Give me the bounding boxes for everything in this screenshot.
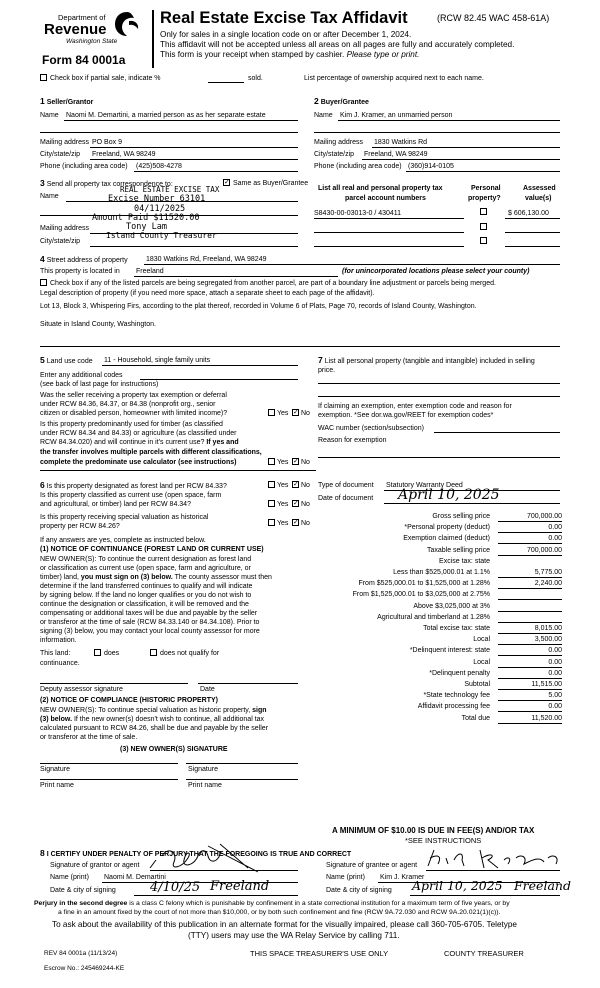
minimum-fee-note: A MINIMUM OF $10.00 IS DUE IN FEE(S) AND/OR TAX	[332, 826, 535, 835]
calc-row-label: Above $3,025,000 at 3%	[413, 602, 490, 610]
buyer-phone-label: Phone (including area code)	[314, 163, 402, 170]
agency-line3: Washington State	[66, 38, 118, 45]
personal-property-line-1	[318, 383, 560, 384]
form-number: Form 84 0001a	[42, 53, 126, 67]
timber-no-checkbox[interactable]	[292, 458, 299, 465]
calc-row-label: Local	[473, 658, 490, 666]
buyer-phone-line	[406, 171, 560, 172]
deputy-signature-label: Deputy assessor signature	[40, 686, 123, 693]
buyer-mailing-line	[372, 147, 560, 148]
parcel-list-heading2: parcel account numbers	[345, 195, 426, 202]
buyer-mailing-value[interactable]: 1830 Watkins Rd	[374, 139, 428, 146]
buyer-name-label: Name	[314, 112, 333, 119]
forest-yes-checkbox[interactable]	[268, 481, 275, 488]
calc-row-line	[498, 622, 562, 623]
seller-name-value[interactable]: Naomi M. Demartini, a married person as as her separate estate	[66, 112, 266, 119]
send-name-label: Name	[40, 193, 59, 200]
dor-logo	[38, 10, 148, 50]
exemption-yes-checkbox[interactable]	[268, 409, 275, 416]
buyer-heading: 2 Buyer/Grantee	[314, 96, 369, 106]
personal-property-checkbox-2[interactable]	[480, 223, 487, 230]
no-label: No	[301, 459, 310, 466]
form-revision: REV 84 0001a (11/13/24)	[44, 950, 118, 957]
current-use-no-checkbox[interactable]	[292, 500, 299, 507]
calc-row-line	[498, 678, 562, 679]
seller-city-label: City/state/zip	[40, 151, 81, 158]
exemption-q-line: under RCW 84.36, 84.37, or 84.38 (nonprofit org., senior	[40, 401, 216, 408]
located-line	[134, 276, 338, 277]
parcel-line-2	[314, 232, 464, 233]
stamp-line: Tony Lam	[126, 222, 167, 232]
calc-row-label: *Personal property (deduct)	[404, 524, 490, 532]
calc-row-label: Taxable selling price	[426, 546, 490, 554]
buyer-name-line	[338, 120, 560, 121]
calc-row-line	[498, 555, 562, 556]
stamp-line: REAL ESTATE EXCISE TAX	[120, 185, 220, 194]
property-address[interactable]: 1830 Watkins Rd, Freeland, WA 98249	[146, 256, 267, 263]
historic-q: property per RCW 84.26?	[40, 523, 120, 530]
doc-date-handwritten[interactable]: April 10, 2025	[398, 487, 500, 503]
form-rcw: (RCW 82.45 WAC 458-61A)	[437, 13, 550, 23]
timber-q-line: complete the predominate use calculator (see instructions)	[40, 459, 237, 466]
owner-print-line-2	[186, 779, 298, 780]
doc-date-line	[384, 503, 560, 504]
partial-sale-sold: sold.	[248, 75, 263, 82]
does-not-label: does not qualify for	[160, 650, 220, 657]
section7-heading: 7 List all personal property (tangible and intangible) included in selling	[318, 355, 535, 365]
treasurer-use-label: THIS SPACE TREASURER'S USE ONLY	[250, 949, 389, 958]
grantee-signature-label: Signature of grantee or agent	[326, 862, 418, 869]
yes-label: Yes	[277, 520, 289, 527]
grantee-name-label: Name (print)	[326, 874, 365, 881]
grantor-signature	[148, 842, 268, 874]
seller-mailing-value[interactable]: PO Box 9	[92, 139, 122, 146]
calc-row-value[interactable]: 0.00	[548, 535, 562, 543]
timber-q-line: the transfer involves multiple parcels with different classifications,	[40, 449, 262, 456]
section3-heading: 3 Send all property tax correspondence to:	[40, 178, 173, 188]
buyer-city-label: City/state/zip	[314, 151, 355, 158]
form-title: Real Estate Excise Tax Affidavit	[160, 9, 408, 27]
calc-row-line	[498, 577, 562, 578]
no-label: No	[301, 482, 310, 489]
continuance-label: continuance.	[40, 660, 80, 667]
notice1-line: signing (3) below, you may contact your local county assessor for more	[40, 628, 260, 635]
additional-codes-line	[140, 379, 298, 380]
owner-signature-line-1	[40, 763, 178, 764]
calc-row-label: *State technology fee	[423, 692, 490, 700]
doc-date-label: Date of document	[318, 495, 374, 502]
calc-row-label: Gross selling price	[432, 513, 490, 520]
assessed-line-2	[505, 232, 560, 233]
seller-mailing-line	[90, 147, 298, 148]
located-value[interactable]: Freeland	[136, 268, 164, 275]
yes-label: Yes	[277, 459, 289, 466]
escrow-number: Escrow No.: 245469244-KE	[44, 965, 125, 972]
partial-sale-label: Check box if partial sale, indicate %	[50, 75, 161, 82]
buyer-mailing-label: Mailing address	[314, 139, 364, 146]
no-label: No	[301, 501, 310, 508]
print-name-label-1: Print name	[40, 782, 74, 789]
timber-q-line: under RCW 84.34 and 84.33) or agriculture (as classified under	[40, 430, 237, 437]
partial-sale-checkbox[interactable]	[40, 74, 47, 81]
current-use-q: Is this property classified as current use (open space, farm	[40, 492, 222, 499]
wac-line	[434, 432, 560, 433]
calc-row-value[interactable]: 5,775.00	[534, 569, 562, 576]
calc-row-label: Total excise tax: state	[423, 625, 490, 632]
grantor-name-value[interactable]: Naomi M. Demartini	[104, 874, 166, 881]
seller-mailing-label: Mailing address	[40, 139, 90, 146]
located-label: This property is located in	[40, 268, 120, 275]
notice1-line: or transferor at the time of sale (RCW 84.33.140 or 84.34.108). Prior to	[40, 619, 260, 626]
grantee-date-line	[410, 895, 560, 896]
calc-row-value[interactable]: 8,015.00	[534, 625, 562, 632]
segregated-checkbox[interactable]	[40, 279, 47, 286]
grantee-date-label: Date & city of signing	[326, 887, 392, 894]
land-use-code[interactable]: 11 - Household, single family units	[104, 357, 211, 364]
signature-label-1: Signature	[40, 766, 70, 773]
parcel-line-3	[314, 246, 464, 247]
historic-q: Is this property receiving special valuation as historical	[40, 514, 209, 521]
personal-heading: Personal	[471, 185, 501, 192]
calc-row-line	[498, 689, 562, 690]
grantor-date-handwritten[interactable]: 4/10/25	[150, 880, 201, 895]
calc-row-label: Subtotal	[464, 681, 490, 688]
grantor-date-line	[134, 895, 298, 896]
section7-heading2: price.	[318, 367, 336, 374]
buyer-name-value[interactable]: Kim J. Kramer, an unmarried person	[340, 112, 453, 119]
notice1-line: information.	[40, 637, 77, 644]
header-divider	[152, 10, 154, 68]
notice2-line: or transferor at the time of sale.	[40, 734, 138, 741]
stamp-line: 04/11/2025	[134, 204, 186, 214]
parcel-number-1[interactable]: S8430-00-03013-0 / 430411	[314, 210, 402, 217]
owner-signature-line-2	[186, 763, 298, 764]
legal-description-1[interactable]: Lot 13, Block 3, Whispering Firs, according to the plat thereof, recorded in Volume 6 of Plats, Page 70, records of Island County, Washington.	[40, 303, 477, 310]
alt-format-line-2: (TTY) users may use the WA Relay Service by calling 711.	[188, 931, 400, 940]
current-use-yes-checkbox[interactable]	[268, 500, 275, 507]
personal-property-checkbox-3[interactable]	[480, 237, 487, 244]
calc-row-label: Total due	[461, 714, 490, 722]
exemption-no-checkbox[interactable]	[292, 409, 299, 416]
grantor-signature-label: Signature of grantor or agent	[50, 862, 140, 869]
agency-line1: Department of	[58, 13, 106, 22]
does-label: does	[104, 650, 120, 657]
timber-yes-checkbox[interactable]	[268, 458, 275, 465]
calc-row-label: Agricultural and timberland at 1.28%	[377, 613, 490, 621]
calc-row-value[interactable]: 11,515.00	[531, 681, 562, 688]
print-name-label-2: Print name	[188, 782, 222, 789]
personal-property-checkbox-1[interactable]	[480, 208, 487, 215]
notice1-line: or classification as current use (open space, farm and agriculture, or	[40, 565, 251, 572]
header-note2: This affidavit will not be accepted unless all areas on all pages are fully and accurately completed.	[160, 40, 515, 49]
calc-row-label: Affidavit processing fee	[417, 703, 490, 711]
notice1-line: NEW OWNER(S): To continue the current designation as forest land	[40, 556, 252, 563]
perjury-line-2: a fine in an amount fixed by the court of not more than $10,000, or by both such confinement and fine (RCW 9A.72.030 and RCW 9A.20.021(1)(c)).	[58, 909, 501, 916]
send-name-line	[66, 201, 298, 202]
calc-row-value[interactable]: 700,000.00	[526, 513, 562, 520]
grantee-city-handwritten[interactable]: Freeland	[514, 878, 571, 893]
notice2-heading: (2) NOTICE OF COMPLIANCE (HISTORIC PROPERTY)	[40, 697, 218, 704]
seller-city-line	[90, 159, 298, 160]
calc-row-label: Less than $525,000.01 at 1.1%	[393, 569, 490, 576]
no-label: No	[301, 520, 310, 527]
calc-row-value[interactable]: 2,240.00	[534, 580, 562, 588]
calc-row-label: Excise tax: state	[439, 557, 490, 565]
reason-line	[318, 457, 560, 458]
calc-row-line	[498, 644, 562, 645]
calc-row-value[interactable]: 0.00	[548, 524, 562, 532]
doc-type-label: Type of document	[318, 482, 374, 489]
header-note1: Only for sales in a single location code on or after December 1, 2024.	[160, 30, 412, 39]
exemption-q-line: citizen or disabled person, homeowner with limited income)?	[40, 410, 228, 417]
alt-format-line-1: To ask about the availability of this publication in an alternate format for the visually impaired, please call 360-705-6705. Teletype	[52, 920, 517, 929]
timber-q-line: Is this property predominantly used for timber (as classified	[40, 421, 223, 428]
section4-heading: 4 Street address of property	[40, 254, 128, 264]
assessed-heading: Assessed	[523, 185, 556, 192]
grantor-city-handwritten[interactable]: Freeland	[210, 879, 270, 894]
wac-label: WAC number (section/subsection)	[318, 425, 424, 432]
calc-row-label: From $1,525,000.01 to $3,025,000 at 2.75%	[352, 591, 490, 599]
send-mailing-line	[90, 233, 298, 234]
exemption-q-line: Was the seller receiving a property tax exemption or deferral	[40, 392, 227, 399]
calc-row-label: *Delinquent interest: state	[409, 647, 490, 655]
grantee-name-value[interactable]: Kim J. Kramer	[380, 874, 425, 881]
section5-heading: 5 Land use code	[40, 355, 93, 365]
grantor-date-label: Date & city of signing	[50, 887, 116, 894]
personal-heading2: property?	[468, 195, 501, 202]
certify-heading: 8 I CERTIFY UNDER PENALTY OF PERJURY THAT THE FOREGOING IS TRUE AND CORRECT	[40, 848, 352, 858]
notice2-line: NEW OWNER(S): To continue special valuation as historic property, sign	[40, 707, 267, 714]
calc-row-line	[498, 543, 562, 544]
exemption-claim-label: If claiming an exemption, enter exemption code and reason for	[318, 403, 512, 410]
grantee-signature	[424, 846, 564, 872]
stamp-line: Excise Number 63101	[108, 194, 206, 204]
buyer-name-line2	[314, 132, 560, 133]
notice1-line: by signing below. If the land no longer qualifies or you do not wish to	[40, 592, 252, 599]
agency-line2: Revenue	[44, 21, 107, 38]
same-as-buyer-checkbox[interactable]	[223, 179, 230, 186]
calc-row-value[interactable]: 11,520.00	[531, 714, 562, 722]
send-name-line2	[40, 215, 298, 216]
section5-divider	[40, 470, 316, 471]
timber-q-line: RCW 84.34.020) and will continue in it's current use? If yes and	[40, 439, 239, 446]
calc-row-line	[498, 700, 562, 701]
perjury-line-1: Perjury in the second degree is a class C felony which is punishable by confinement in a state correctional institution for a maximum term of five years, or by	[34, 900, 510, 907]
seller-phone-line	[134, 171, 298, 172]
calc-row-line	[498, 599, 562, 600]
deputy-line	[40, 683, 188, 684]
section4-bottom-line	[40, 346, 560, 347]
no-label: No	[301, 410, 310, 417]
seller-name-line2	[40, 132, 298, 133]
buyer-phone-value[interactable]: (360)914-0105	[408, 163, 454, 170]
calc-row-line	[498, 611, 562, 612]
calc-row-label: Local	[473, 636, 490, 644]
calc-row-label: *Delinquent penalty	[429, 669, 490, 677]
yes-label: Yes	[277, 410, 289, 417]
legal-description-label: Legal description of property (if you need more space, attach a separate sheet to each page of the affidavit).	[40, 290, 375, 297]
parcel-list-heading: List all real and personal property tax	[318, 185, 443, 192]
land-use-line	[102, 365, 298, 366]
calc-row-line	[498, 723, 562, 724]
this-land-label: This land:	[40, 650, 71, 657]
additional-codes-label: Enter any additional codes	[40, 372, 123, 379]
calc-row-value[interactable]: 5.00	[548, 692, 562, 700]
assessed-value-1[interactable]: $ 606,130.00	[508, 210, 549, 217]
notice1-line: compensating or additional taxes will be due and payable by the seller	[40, 610, 258, 617]
historic-no-checkbox[interactable]	[292, 519, 299, 526]
seller-name-line	[64, 120, 298, 121]
calc-row-value[interactable]: 700,000.00	[526, 546, 562, 554]
notice1-heading: (1) NOTICE OF CONTINUANCE (FOREST LAND OR CURRENT USE)	[40, 546, 264, 553]
seller-name-label: Name	[40, 112, 59, 119]
calc-row-value[interactable]: 0.00	[548, 669, 562, 677]
notice1-line: determine if the land transferred continues to qualify and will indicate	[40, 583, 253, 590]
calc-row-value[interactable]: 0.00	[548, 658, 562, 666]
calc-row-value[interactable]: 3,500.00	[534, 636, 562, 644]
partial-sale-percent-field[interactable]	[208, 82, 244, 83]
send-city-label: City/state/zip	[40, 238, 81, 245]
stamp-line: Island County Treasurer	[106, 231, 217, 240]
notice2-line: (3) below. If the new owner(s) doesn't wish to continue, all additional tax	[40, 716, 265, 723]
seller-phone-value[interactable]: (425)508-4278	[136, 163, 182, 170]
calc-row-label: From $525,000.01 to $1,525,000 at 1.28%	[358, 580, 490, 588]
notice2-line: calculated pursuant to RCW 84.26, shall be due and payable by the seller	[40, 725, 269, 732]
tax-calculation-table	[300, 513, 562, 843]
personal-property-line-2	[318, 396, 560, 397]
historic-yes-checkbox[interactable]	[268, 519, 275, 526]
signature-label-2: Signature	[188, 766, 218, 773]
current-use-q: and agricultural, or timber) land per RCW 84.34?	[40, 501, 191, 508]
deputy-date-line	[198, 683, 298, 684]
buyer-city-line	[362, 159, 560, 160]
calc-row-value[interactable]: 0.00	[548, 703, 562, 711]
calc-row-line	[498, 521, 562, 522]
grantor-name-label: Name (print)	[50, 874, 89, 881]
assessed-line-1	[505, 218, 560, 219]
doc-type-value[interactable]: Statutory Warranty Deed	[386, 482, 463, 489]
calc-row-line	[498, 633, 562, 634]
seller-city-value[interactable]: Freeland, WA 98249	[92, 151, 156, 158]
ownership-note: List percentage of ownership acquired next to each name.	[304, 75, 484, 82]
yes-label: Yes	[277, 482, 289, 489]
stamp-line: Amount Paid $11520.00	[92, 213, 200, 223]
seller-heading: 1 Seller/Grantor	[40, 96, 94, 106]
segregated-label: Check box if any of the listed parcels are being segregated from another parcel, are part of a boundary line adjustment or parcels being merged.	[50, 280, 496, 287]
seller-phone-label: Phone (including area code)	[40, 163, 128, 170]
buyer-city-value[interactable]: Freeland, WA 98249	[364, 151, 428, 158]
header-note3: This form is your receipt when stamped by cashier. Please type or print.	[160, 50, 420, 59]
calc-row-line	[498, 655, 562, 656]
calc-row-label: Exemption claimed (deduct)	[403, 535, 490, 543]
same-as-buyer-label: Same as Buyer/Grantee	[233, 180, 309, 187]
assessed-line-3	[505, 246, 560, 247]
assessed-heading2: value(s)	[525, 195, 552, 202]
property-address-line	[144, 264, 560, 265]
notice1-line: timber) land, you must sign on (3) below. The county assessor must then	[40, 574, 272, 581]
yes-label: Yes	[277, 501, 289, 508]
legal-description-2[interactable]: Situate in Island County, Washington.	[40, 321, 156, 328]
dor-emblem-icon	[112, 10, 142, 38]
send-city-line	[90, 246, 298, 247]
county-treasurer-label: COUNTY TREASURER	[444, 949, 524, 958]
calc-row-value[interactable]: 0.00	[548, 647, 562, 655]
calc-row-line	[498, 532, 562, 533]
grantee-date-handwritten[interactable]: April 10, 2025	[412, 878, 503, 893]
notice1-line: continue the designation or classification, it will be removed and the	[40, 601, 249, 608]
reason-label: Reason for exemption	[318, 437, 387, 444]
additional-codes-note: (see back of last page for instructions)	[40, 381, 159, 388]
forest-q: 6 Is this property designated as forest land per RCW 84.33?	[40, 480, 227, 490]
located-note: (for unincorporated locations please select your county)	[342, 268, 530, 275]
exemption-claim-label2: exemption. *See dor.wa.gov/REET for exemption codes*	[318, 412, 494, 419]
see-instructions: *SEE INSTRUCTIONS	[405, 836, 482, 845]
owner-print-line-1	[40, 779, 178, 780]
deputy-date-label: Date	[200, 686, 215, 693]
send-mailing-label: Mailing address	[40, 225, 90, 232]
notice3-heading: (3) NEW OWNER(S) SIGNATURE	[120, 746, 228, 753]
calc-row-line	[498, 711, 562, 712]
does-not-checkbox[interactable]	[150, 649, 157, 656]
calc-row-line	[498, 667, 562, 668]
if-yes-note: If any answers are yes, complete as instructed below.	[40, 537, 206, 544]
forest-no-checkbox[interactable]	[292, 481, 299, 488]
does-checkbox[interactable]	[94, 649, 101, 656]
calc-row-line	[498, 588, 562, 589]
parcel-line-1	[314, 218, 464, 219]
